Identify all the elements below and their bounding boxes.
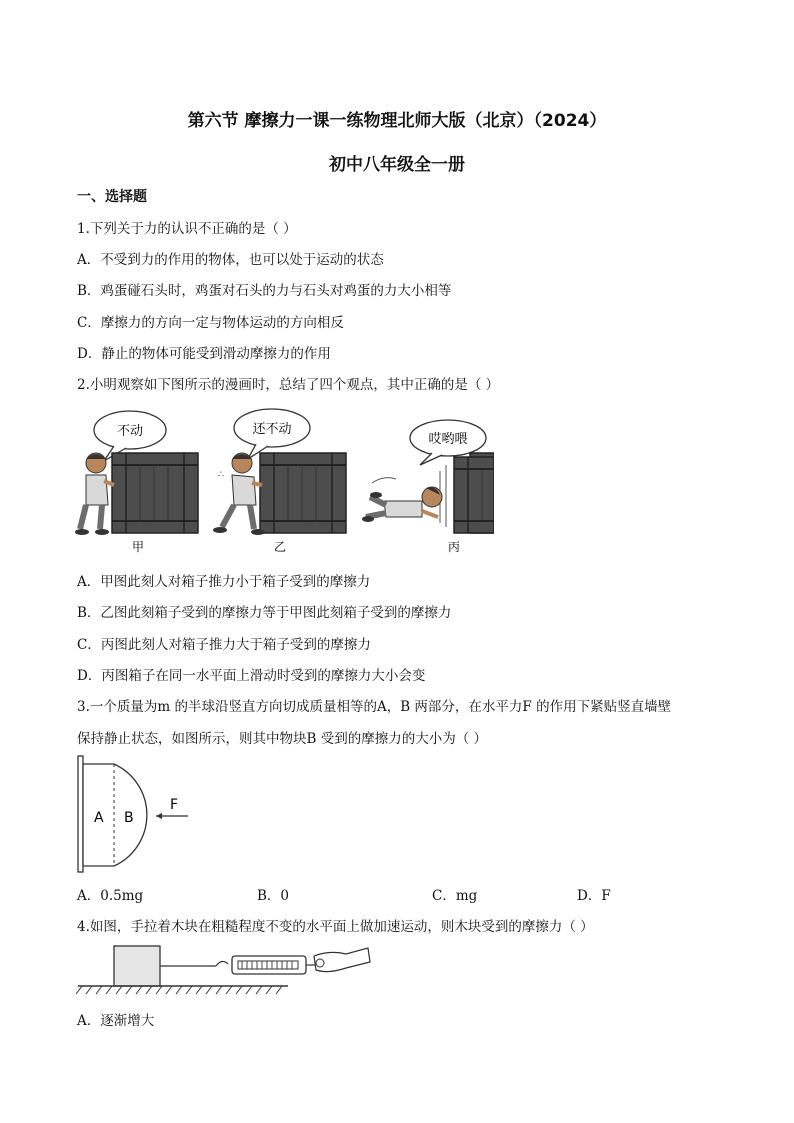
- caption-yi: 乙: [273, 540, 287, 554]
- q4-stem: 4.如图，手拉着木块在粗糙程度不变的水平面上做加速运动，则木块受到的摩擦力（ ）: [77, 919, 594, 935]
- comic-panel-3: [362, 420, 494, 554]
- q1-stem: 1.下列关于力的认识不正确的是（ ）: [77, 221, 297, 237]
- q2-option-a: A．甲图此刻人对箱子推力小于箱子受到的摩擦力: [77, 574, 371, 590]
- q2-option-d: D．丙图箱子在同一水平面上滑动时受到的摩擦力大小会变: [77, 668, 426, 684]
- q4-block-spring-figure: [76, 942, 376, 998]
- bubble-text-1: 不动: [116, 424, 144, 439]
- caption-jia: 甲: [131, 540, 145, 554]
- q3-hemisphere-figure: [76, 754, 196, 876]
- q3-option-a: A．0.5mg: [77, 888, 144, 904]
- document-title: 第六节 摩擦力一课一练物理北师大版（北京）（2024）: [187, 111, 607, 131]
- comic-panel-2: [213, 409, 346, 554]
- q1-option-b: B．鸡蛋碰石头时，鸡蛋对石头的力与石头对鸡蛋的力大小相等: [77, 283, 452, 299]
- label-b: B: [124, 810, 134, 826]
- q3-option-d: D．F: [577, 888, 611, 904]
- q3-stem-line1: 3.一个质量为m 的半球沿竖直方向切成质量相等的A，B 两部分，在水平力F 的作用下紧贴竖直墙壁: [77, 699, 672, 715]
- document-subtitle: 初中八年级全一册: [329, 155, 465, 175]
- bubble-text-3: 哎哟喂: [428, 432, 468, 447]
- q2-option-c: C．丙图此刻人对箱子推力大于箱子受到的摩擦力: [77, 637, 371, 653]
- bubble-text-2: 还不动: [252, 422, 292, 437]
- q3-option-c: C．mg: [432, 888, 478, 904]
- caption-bing: 丙: [447, 540, 461, 554]
- label-a: A: [94, 810, 104, 826]
- q2-comic-figure: [74, 405, 494, 560]
- q3-option-b: B．0: [257, 888, 290, 904]
- svg-text:∴: ∴: [218, 470, 224, 480]
- comic-panel-1: [75, 411, 198, 554]
- q4-option-a: A．逐渐增大: [77, 1013, 155, 1029]
- q1-option-a: A．不受到力的作用的物体，也可以处于运动的状态: [77, 252, 384, 268]
- q1-option-d: D．静止的物体可能受到滑动摩擦力的作用: [77, 346, 331, 362]
- q3-stem-line2: 保持静止状态，如图所示，则其中物块B 受到的摩擦力的大小为（ ）: [77, 731, 488, 747]
- section-heading: 一、选择题: [77, 189, 147, 205]
- q1-option-c: C．摩擦力的方向一定与物体运动的方向相反: [77, 315, 344, 331]
- q2-option-b: B．乙图此刻箱子受到的摩擦力等于甲图此刻箱子受到的摩擦力: [77, 605, 452, 621]
- label-f: F: [170, 797, 179, 813]
- q2-stem: 2.小明观察如下图所示的漫画时，总结了四个观点，其中正确的是（ ）: [77, 377, 500, 393]
